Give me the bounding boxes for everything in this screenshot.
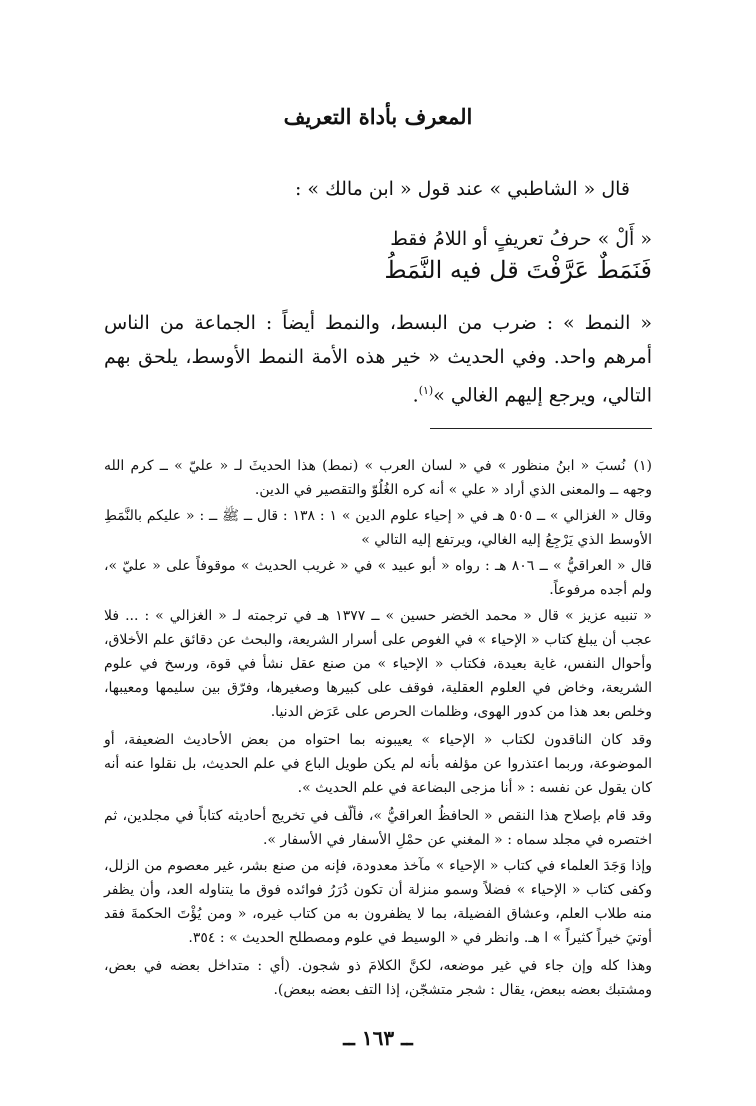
verse-second-hemistich: فَنَمَطٌ عَرَّفْتَ قل فيه النَّمَطُ: [384, 256, 652, 284]
footnote-merits: وإذا وَجَدَ العلماء في كتاب « الإحياء » مآخذ معدودة، فإنه من صنع بشر، غير معصوم من الزلل، وكفى كتاب « الإحياء » فضلاً وسمو منزلة أن تكون دُرَرُ فوائده فوق ما يتناوله العد، وأن يظفر منه طلاب العلم، وعشاق الفضيلة، بما لا يظفرون به من كتاب غيره، « ومن يُؤْتَ الحكمةَ فقد أوتيَ خيراً كثيراً » ا هـ. وانظر في « الوسيط في علوم ومصطلح الحديث » : ٣٥٤.: [104, 858, 652, 946]
footnote-separator: [430, 428, 652, 429]
footnote-ghazali: وقال « الغزالي » ــ ٥٠٥ هـ في « إحياء علوم الدين » ١ : ١٣٨ : قال ــ ﷺ ــ : « عليكم بالنَّمَطِ الأوسط الذي يَرْجِعُ إليه الغالي، ويرتفع إليه التالي »: [104, 508, 652, 548]
footnote-critics: وقد كان الناقدون لكتاب « الإحياء » يعيبونه بما احتواه من بعض الأحاديث الضعيفة، أو الموضوعة، وربما اعتذروا عن مؤلفه بأنه لم يكن طويل الباع في علم الحديث، بل نقلوا عنه أنه كان يقول عن نفسه : « أنا مزجى البضاعة في علم الحديث ».: [104, 732, 652, 796]
footnote-iraqi: قال « العراقيُّ » ــ ٨٠٦ هـ : رواه « أبو عبيد » في « غريب الحديث » موقوفاً على « عليّ »، ولم أجده مرفوعاً.: [104, 558, 652, 598]
footnote-1: [104, 454, 652, 502]
footnote-reference: (١): [418, 384, 434, 397]
footnote-iraqi-work: وقد قام بإصلاح هذا النقص « الحافظُ العراقيُّ »، فألّف في تخريج أحاديثه كتاباً في مجلدين، ثم اختصره في مجلد سماه : « المغني عن حمْلِ الأسفار في الأسفار ».: [104, 808, 652, 848]
footnote-marker: (١): [633, 458, 652, 474]
verse-first-hemistich: « أَلْ » حرفُ تعريفٍ أو اللامُ فقط: [390, 228, 652, 250]
page-number: ــ ١٦٣ ــ: [343, 1026, 413, 1050]
page-title: المعرف بأداة التعريف: [283, 104, 473, 129]
footnote-tanbih: « تنبيه عزيز » قال « محمد الخضر حسين » ــ ١٣٧٧ هـ في ترجمته لـ « الغزالي » : ... فلا عجب أن يبلغ كتاب « الإحياء » في الغوص على أسرار الشريعة، والبحث عن دقائق علم الأخلاق، وأحوال النفس، غاية بعيدة، فكتاب « الإحياء » من صنع عقل نشأ في قوة، ورسخ في علوم الشريعة، وخاض في العلوم العقلية، فوقف على كبيرها وصغيرها، وفرّق بين سليمها ومعيبها، وخلص بعد هذا من كدور الهوى، وظلمات الحرص على عَرَض الدنيا.: [104, 608, 652, 720]
footnote-digression: وهذا كله وإن جاء في غير موضعه، لكنَّ الكلامَ ذو شجون. (أي : متداخل بعضه في بعض، ومشتبك بعضه ببعض، يقال : شجر متشجّن، إذا التف بعضه ببعض).: [104, 958, 652, 998]
body-paragraph-end: .: [412, 384, 419, 407]
body-paragraph-text: « النمط » : ضرب من البسط، والنمط أيضاً : الجماعة من الناس أمرهم واحد. وفي الحديث « خير هذه الأمة النمط الأوسط، يلحق بهم التالي، ويرجع إليهم الغالي »: [104, 312, 652, 407]
body-paragraph: [104, 306, 652, 412]
footnote-1-text: نُسبَ « ابنُ منظور » في « لسان العرب » (نمط) هذا الحديثَ لـ « عليّ » ــ كرم الله وجهه ــ والمعنى الذي أراد « علي » أنه كره الغُلُوّ والتقصير في الدين.: [104, 458, 652, 498]
intro-line: قال « الشاطبي » عند قول « ابن مالك » :: [294, 178, 630, 200]
